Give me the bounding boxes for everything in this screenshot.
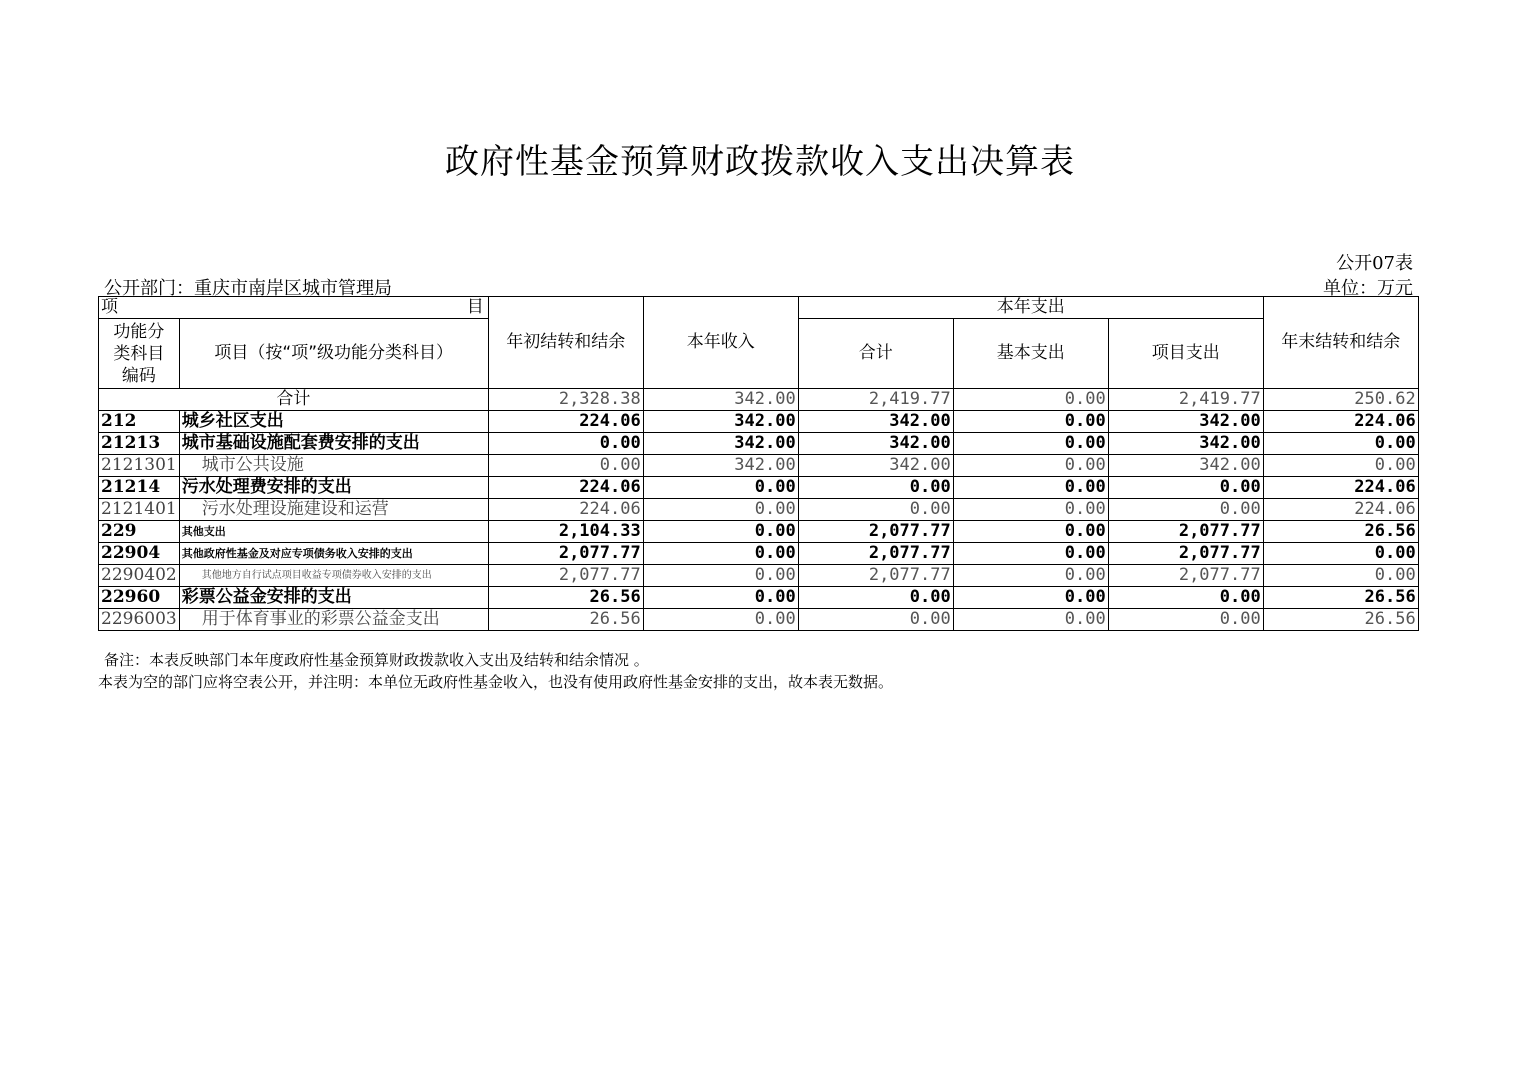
row-begin: 224.06 [488, 499, 643, 521]
row-total: 2,077.77 [798, 565, 953, 587]
row-project: 0.00 [1108, 477, 1263, 499]
row-income: 0.00 [643, 609, 798, 631]
item-header [99, 297, 489, 319]
row-end: 224.06 [1263, 411, 1418, 433]
row-total: 2,077.77 [798, 521, 953, 543]
table-row [99, 609, 1419, 631]
row-total: 0.00 [798, 477, 953, 499]
row-code: 2290402 [99, 565, 180, 587]
row-income: 342.00 [643, 411, 798, 433]
row-basic: 0.00 [953, 499, 1108, 521]
row-project: 2,077.77 [1108, 543, 1263, 565]
row-end: 26.56 [1263, 521, 1418, 543]
table-row [99, 433, 1419, 455]
row-begin: 0.00 [488, 433, 643, 455]
row-name: 其他地方自行试点项目收益专项债券收入安排的支出 [179, 565, 488, 587]
table-number: 公开07表 [1336, 253, 1413, 274]
row-code: 2121301 [99, 455, 180, 477]
row-project: 0.00 [1108, 609, 1263, 631]
row-begin: 26.56 [488, 587, 643, 609]
row-begin: 224.06 [488, 477, 643, 499]
page-title: 政府性基金预算财政拨款收入支出决算表 [445, 142, 1075, 182]
row-name: 用于体育事业的彩票公益金支出 [179, 609, 488, 631]
total-income: 342.00 [643, 389, 798, 411]
table-row [99, 411, 1419, 433]
row-project: 0.00 [1108, 587, 1263, 609]
row-code: 212 [99, 411, 180, 433]
table-row [99, 499, 1419, 521]
row-name: 其他支出 [179, 521, 488, 543]
total-begin: 2,328.38 [488, 389, 643, 411]
row-end: 0.00 [1263, 455, 1418, 477]
row-basic: 0.00 [953, 521, 1108, 543]
row-project: 342.00 [1108, 411, 1263, 433]
row-name: 城市公共设施 [179, 455, 488, 477]
row-basic: 0.00 [953, 565, 1108, 587]
row-begin: 0.00 [488, 455, 643, 477]
item-header-right: 目 [466, 297, 484, 317]
table-row [99, 565, 1419, 587]
row-code: 21213 [99, 433, 180, 455]
row-name: 城乡社区支出 [179, 411, 488, 433]
begin-header: 年初结转和结余 [488, 297, 643, 389]
row-name: 污水处理设施建设和运营 [179, 499, 488, 521]
item-header-left: 项 [101, 297, 118, 317]
row-income: 0.00 [643, 477, 798, 499]
row-total: 0.00 [798, 587, 953, 609]
header-row-1 [99, 297, 1419, 319]
row-begin: 2,104.33 [488, 521, 643, 543]
row-total: 342.00 [798, 411, 953, 433]
row-name: 城市基础设施配套费安排的支出 [179, 433, 488, 455]
row-code: 22960 [99, 587, 180, 609]
row-total: 0.00 [798, 499, 953, 521]
row-income: 0.00 [643, 587, 798, 609]
row-begin: 224.06 [488, 411, 643, 433]
table-row [99, 521, 1419, 543]
project-header: 项目支出 [1108, 319, 1263, 389]
table-row [99, 543, 1419, 565]
row-begin: 2,077.77 [488, 565, 643, 587]
end-header: 年末结转和结余 [1263, 297, 1418, 389]
row-end: 224.06 [1263, 477, 1418, 499]
row-end: 0.00 [1263, 433, 1418, 455]
department-label: 公开部门：重庆市南岸区城市管理局 [104, 278, 392, 299]
row-income: 342.00 [643, 455, 798, 477]
row-income: 0.00 [643, 521, 798, 543]
row-name: 污水处理费安排的支出 [179, 477, 488, 499]
row-income: 342.00 [643, 433, 798, 455]
expense-total-header: 合计 [798, 319, 953, 389]
row-project: 2,077.77 [1108, 521, 1263, 543]
row-code: 229 [99, 521, 180, 543]
row-end: 0.00 [1263, 543, 1418, 565]
row-code: 21214 [99, 477, 180, 499]
code-header: 功能分类科目编码 [99, 319, 180, 389]
row-project: 0.00 [1108, 499, 1263, 521]
row-end: 26.56 [1263, 609, 1418, 631]
unit-label: 单位：万元 [1323, 278, 1413, 299]
row-basic: 0.00 [953, 543, 1108, 565]
row-income: 0.00 [643, 543, 798, 565]
row-basic: 0.00 [953, 455, 1108, 477]
total-end: 250.62 [1263, 389, 1418, 411]
row-basic: 0.00 [953, 609, 1108, 631]
table-row [99, 455, 1419, 477]
total-expense: 2,419.77 [798, 389, 953, 411]
row-income: 0.00 [643, 565, 798, 587]
row-project: 342.00 [1108, 455, 1263, 477]
row-code: 2296003 [99, 609, 180, 631]
row-begin: 26.56 [488, 609, 643, 631]
total-project: 2,419.77 [1108, 389, 1263, 411]
row-total: 0.00 [798, 609, 953, 631]
row-end: 26.56 [1263, 587, 1418, 609]
row-begin: 2,077.77 [488, 543, 643, 565]
row-total: 2,077.77 [798, 543, 953, 565]
table-row [99, 477, 1419, 499]
row-name: 其他政府性基金及对应专项债务收入安排的支出 [179, 543, 488, 565]
expense-group-header: 本年支出 [798, 297, 1263, 319]
basic-header: 基本支出 [953, 319, 1108, 389]
row-total: 342.00 [798, 455, 953, 477]
total-label: 合计 [99, 389, 489, 411]
row-code: 22904 [99, 543, 180, 565]
total-basic: 0.00 [953, 389, 1108, 411]
income-header: 本年收入 [643, 297, 798, 389]
row-name: 彩票公益金安排的支出 [179, 587, 488, 609]
row-end: 224.06 [1263, 499, 1418, 521]
row-code: 2121401 [99, 499, 180, 521]
row-basic: 0.00 [953, 587, 1108, 609]
row-total: 342.00 [798, 433, 953, 455]
row-income: 0.00 [643, 499, 798, 521]
total-row [99, 389, 1419, 411]
row-basic: 0.00 [953, 411, 1108, 433]
name-header: 项目（按“项”级功能分类科目） [179, 319, 488, 389]
budget-table [98, 296, 1419, 631]
row-project: 342.00 [1108, 433, 1263, 455]
note-line-1: 备注：本表反映部门本年度政府性基金预算财政拨款收入支出及结转和结余情况 。 [104, 651, 649, 669]
row-project: 2,077.77 [1108, 565, 1263, 587]
note-line-2: 本表为空的部门应将空表公开，并注明：本单位无政府性基金收入，也没有使用政府性基金安排的支出，故本表无数据。 [98, 673, 894, 691]
row-basic: 0.00 [953, 477, 1108, 499]
row-end: 0.00 [1263, 565, 1418, 587]
table-row [99, 587, 1419, 609]
row-basic: 0.00 [953, 433, 1108, 455]
